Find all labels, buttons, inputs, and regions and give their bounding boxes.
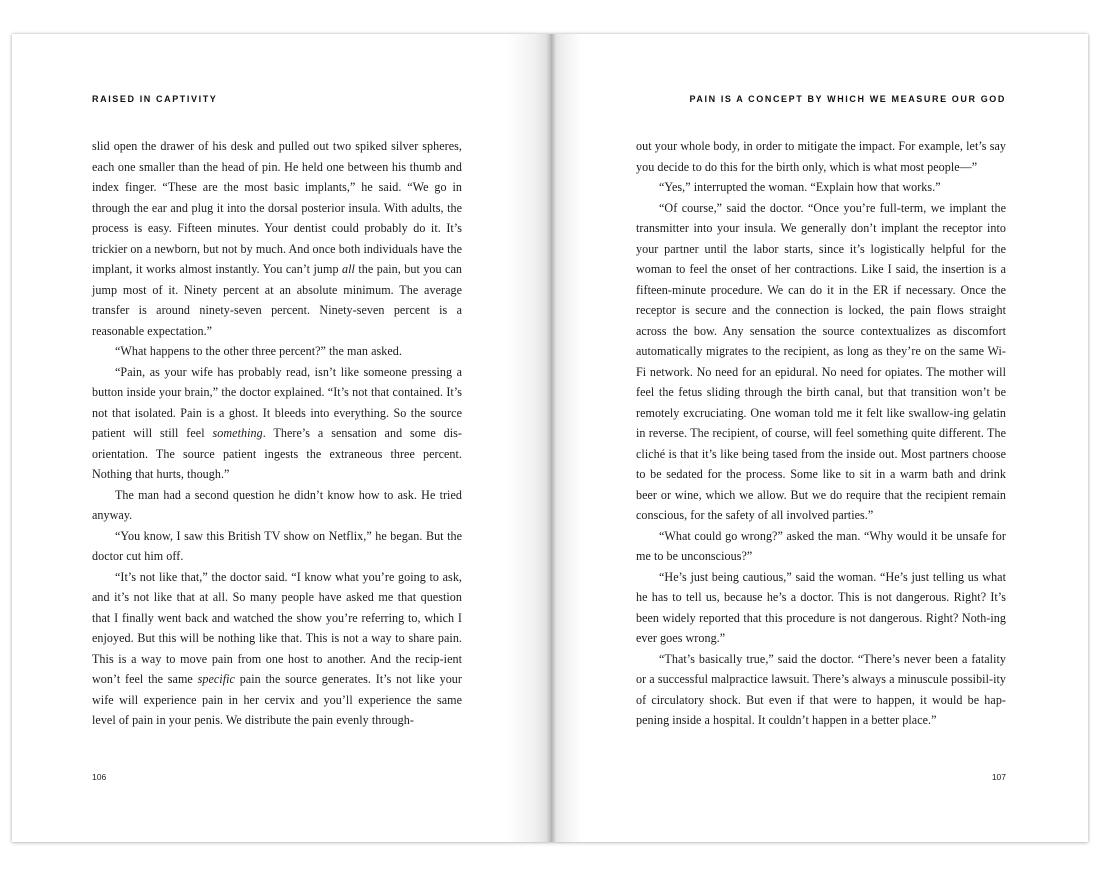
right-page [550, 34, 1088, 842]
italic-emphasis: specific [197, 672, 235, 686]
paragraph: “You know, I saw this British TV show on Netflix,” he began. But the doctor cut him off. [92, 528, 462, 563]
book-gutter [546, 34, 556, 842]
italic-emphasis: something [212, 426, 263, 440]
paragraph: The man had a second question he didn’t know how to ask. He tried anyway. [92, 487, 462, 522]
paragraph: “What happens to the other three percent?” the man asked. [115, 344, 402, 358]
paragraph: out your whole body, in order to mitigate the impact. For example, let’s say you decide to do this for the birth only, which is what most people—” [636, 139, 1006, 174]
paragraph: “Yes,” interrupted the woman. “Explain how that works.” [659, 180, 941, 194]
paragraph: slid open the drawer of his desk and pulled out two spiked silver spheres, each one smaller than the head of pin. He held one between his thumb and index finger. “These are the most basic implants,” he said. “We go in through the ear and plug it into the dorsal posterior insula. With adults, the process is easy. Fifteen minutes. Your dentist could probably do it. It’s trickier on a newborn, but not by much. And once both individuals have the implant, it works almost instantly. You can’t jump all the pain, but you can jump most of it. Ninety percent at an absolute minimum. The average transfer is around ninety-seven percent. Ninety-seven percent is a reasonable expectation.” [92, 139, 462, 338]
body-text-right [636, 136, 1006, 731]
paragraph: “That’s basically true,” said the doctor. “There’s never been a fatality or a successful malpractice lawsuit. There’s always a minuscule possibil-ity of circulatory shock. But even if that were to happen, it would be hap-pening inside a hospital. It couldn’t happen in a better place.” [636, 651, 1006, 727]
paragraph: “It’s not like that,” the doctor said. “I know what you’re going to ask, and it’s not like that at all. So many people have asked me that question that I finally went back and watched the show you’re referring to, which I enjoyed. But this will be nothing like that. This is not a way to share pain. This is a way to move pain from one host to another. And the recip-ient won’t feel the same specific pain the source generates. It’s not like your wife will experience pain in her cervix and you’ll experience the same level of pain in your penis. We distribute the pain evenly through- [92, 569, 462, 727]
body-text-left [92, 136, 462, 731]
italic-emphasis: all [342, 262, 355, 276]
page-number-left: 106 [92, 772, 107, 782]
running-head-left: RAISED IN CAPTIVITY [92, 94, 218, 104]
paragraph: “What could go wrong?” asked the man. “Why would it be unsafe for me to be unconscious?” [636, 528, 1006, 563]
paragraph: “Pain, as your wife has probably read, isn’t like someone pressing a button inside your brain,” the doctor explained. “It’s not that contained. It’s not that isolated. Pain is a ghost. It bleeds into everything. So the source patient will still feel something. There’s a sensation and some dis-orientation. The source patient ingests the extraneous three percent. Nothing that hurts, though.” [92, 364, 462, 481]
paragraph: “Of course,” said the doctor. “Once you’re full-term, we implant the transmitter into your insula. We generally don’t implant the receptor into your partner until the labor starts, since it’s logistically helpful for the woman to feel the onset of her contractions. Like I said, the insertion is a fifteen-minute procedure. We can do it in the ER if necessary. Once the receptor is secure and the connection is locked, the pain flows straight across the bow. Any sensation the source contextualizes as discomfort automatically migrates to the recipient, as long as they’re on the same Wi-Fi network. No need for an epidural. No need for opiates. The mother will feel the fetus sliding through the birth canal, but that transition won’t be remotely excruciating. One woman told me it felt like swallow-ing gelatin in reverse. The recipient, of course, will feel something quite different. The cliché is that it’s like being tased from the inside out. Most partners choose to be sedated for the process. Some like to sit in a warm bath and drink beer or wine, which we allow. But we do require that the recipient remain conscious, for the safety of all involved parties.” [636, 200, 1006, 522]
running-head-right: PAIN IS A CONCEPT BY WHICH WE MEASURE OUR GOD [689, 94, 1006, 104]
page-number-right: 107 [991, 772, 1006, 782]
paragraph: “He’s just being cautious,” said the woman. “He’s just telling us what he has to tell us, because he’s a doctor. This is not dangerous. Right? It’s been widely reported that this procedure is not dangerous. Right? Noth-ing ever goes wrong.” [636, 569, 1006, 645]
left-page [12, 34, 550, 842]
book-spread [12, 34, 1088, 842]
